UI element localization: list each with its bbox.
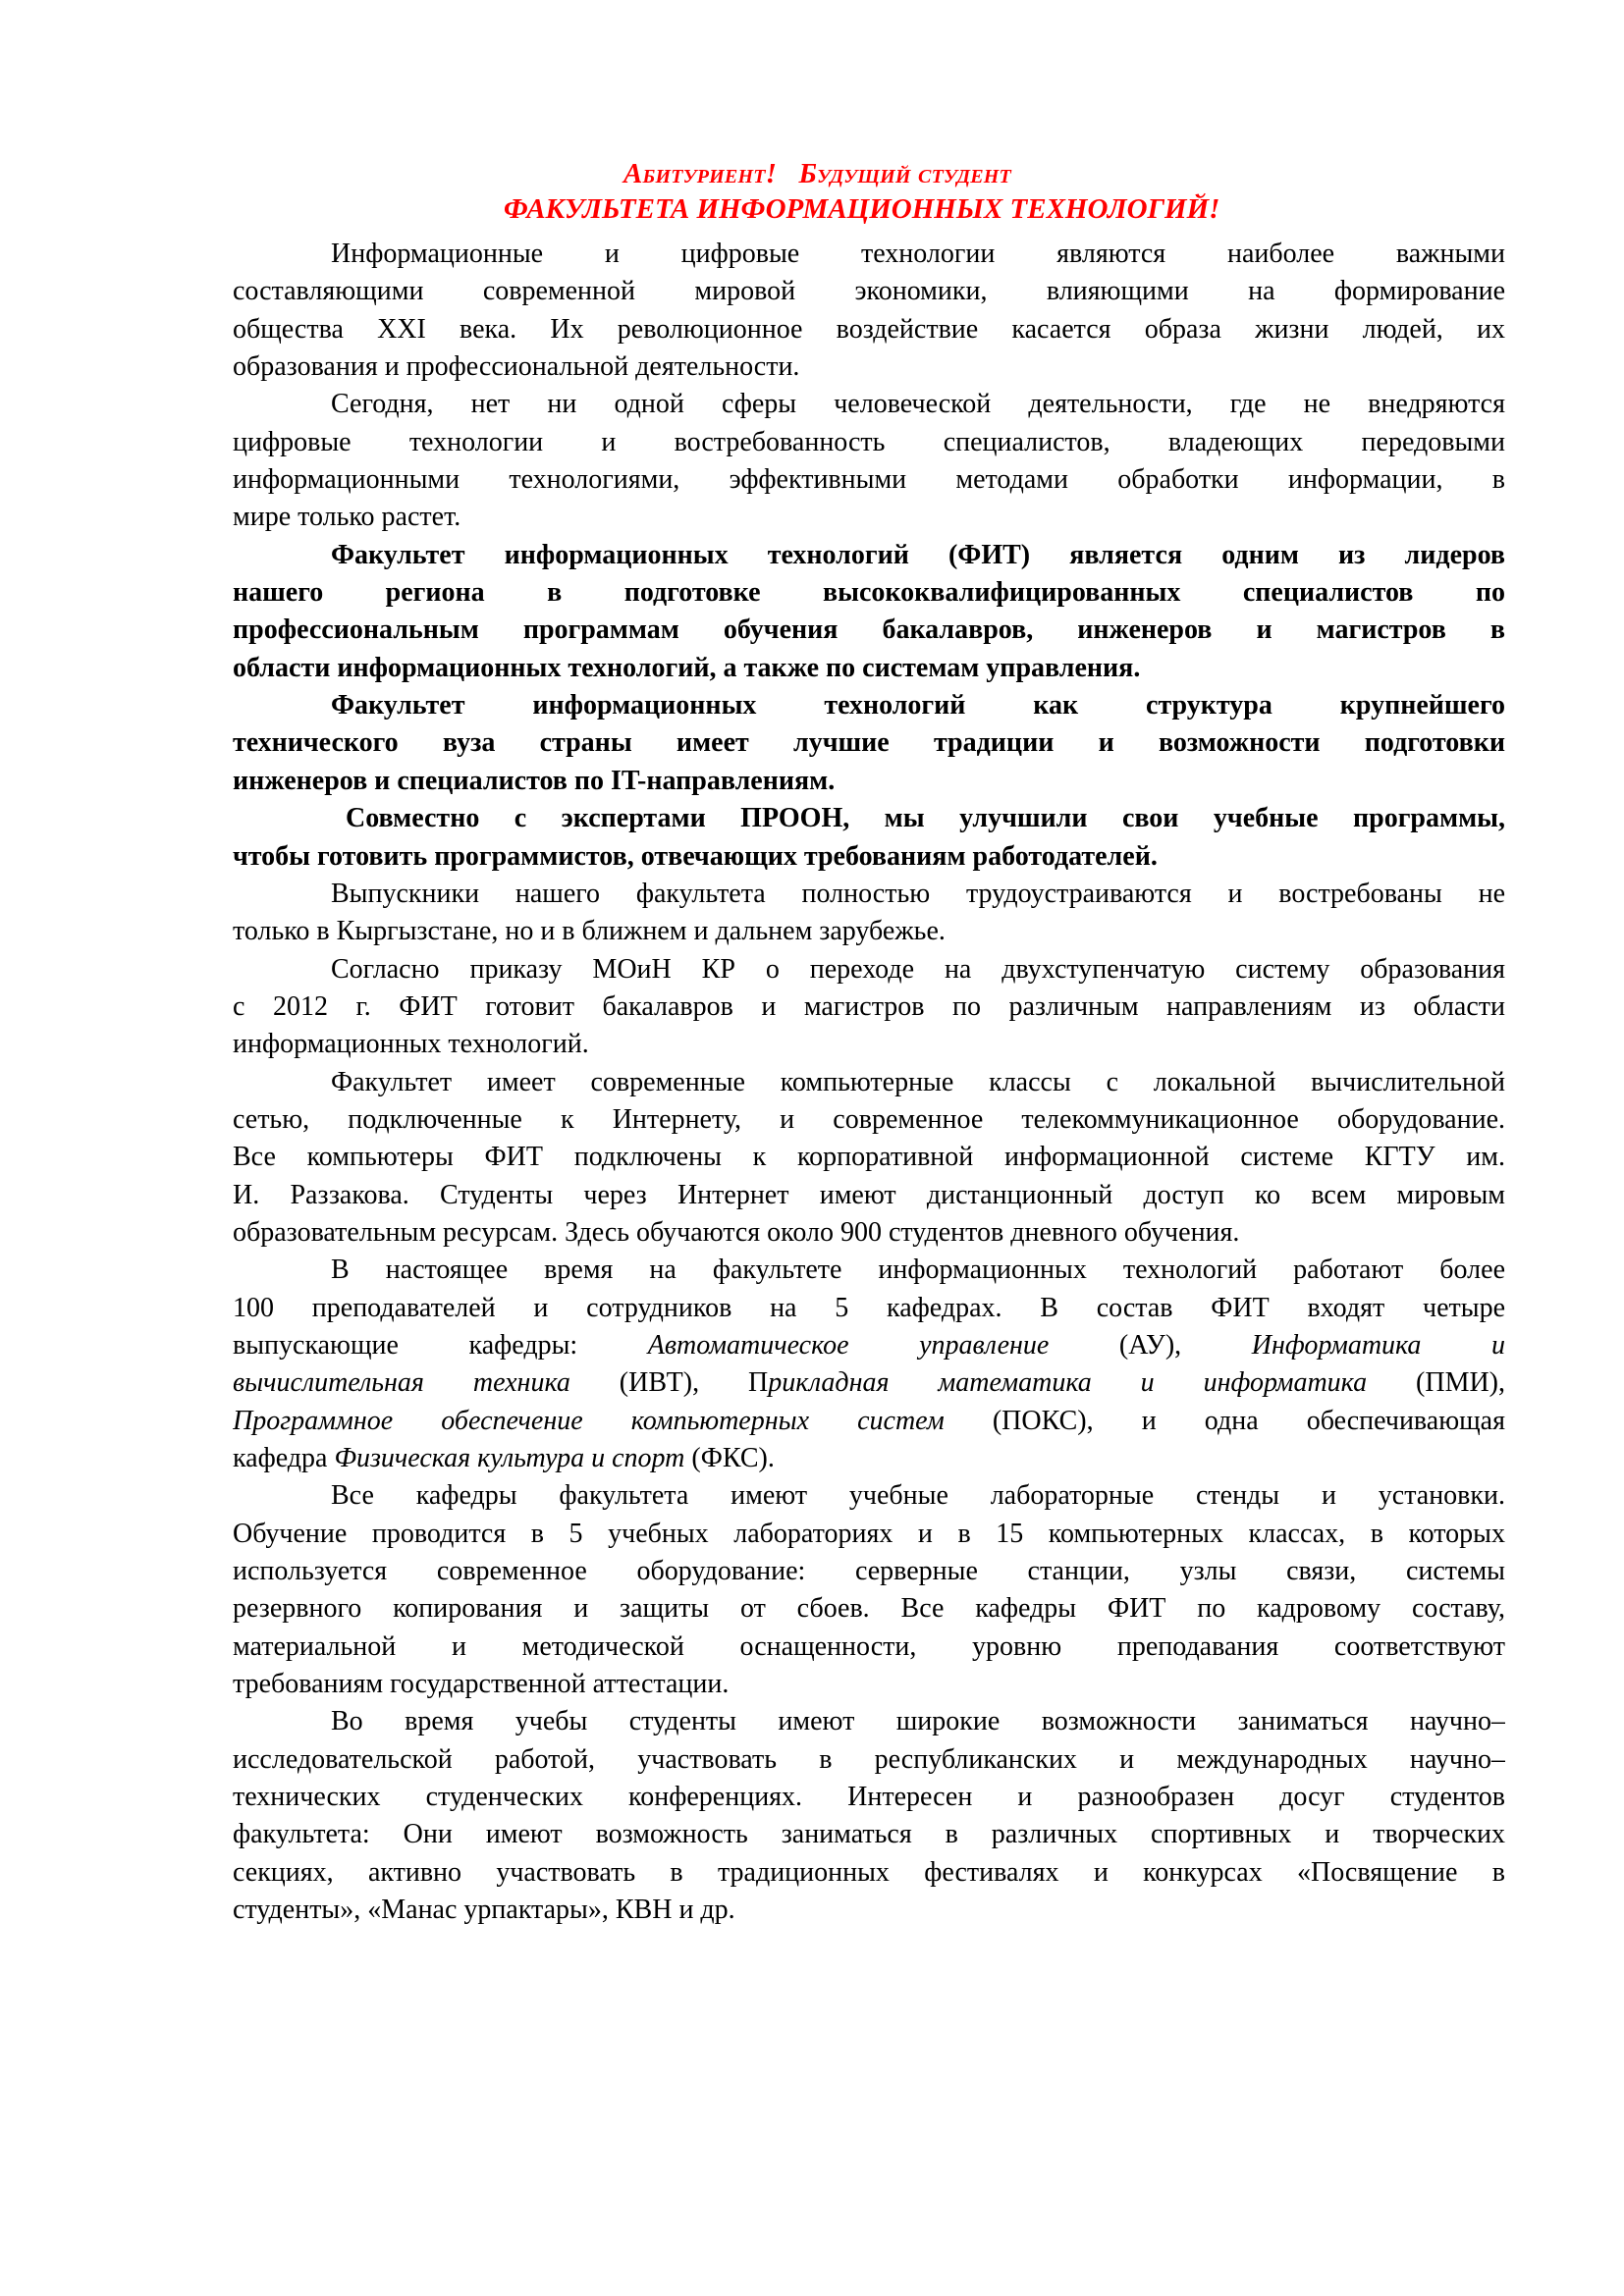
paragraph-line: Сегодня, нет ни одной сферы человеческой деятельности, где не внедряются (331, 389, 1505, 420)
paragraph-line (233, 1403, 1505, 1440)
paragraph-line: технического вуза страны имеет лучшие традиции и возможности подготовки (233, 727, 1505, 759)
paragraph (233, 876, 1505, 951)
paragraph (233, 1477, 1505, 1703)
paragraph-line: Во время учебы студенты имеют широкие возможности заниматься научно– (331, 1706, 1505, 1737)
paragraph-line: Согласно приказу МОиН КР о переходе на двухступенчатую систему образования (331, 953, 1505, 985)
paragraph-line: резервного копирования и защиты от сбоев. Все кафедры ФИТ по кадровому составу, (233, 1593, 1505, 1625)
text-segment: (ПОКС), и одна обеспечивающая (944, 1405, 1505, 1436)
italic-segment: Автоматическое управление (647, 1329, 1050, 1361)
paragraph-line: образования и профессиональной деятельности. (233, 351, 800, 383)
paragraph-line: цифровые технологии и востребованность специалистов, владеющих передовыми (233, 426, 1505, 457)
title-line-1: Абитуриент! Будущий студент (623, 158, 1011, 189)
text-segment: выпускающие кафедры: (233, 1329, 648, 1361)
paragraph-line: Факультет информационных технологий как структура крупнейшего (331, 690, 1505, 721)
paragraph-line (233, 1364, 1505, 1402)
paragraph-line: общества XXI века. Их революционное воздействие касается образа жизни людей, их (233, 313, 1505, 345)
paragraph-line: Обучение проводится в 5 учебных лабораториях и в 15 компьютерных классах, в которых (233, 1518, 1505, 1549)
paragraph-line: Выпускники нашего факультета полностью трудоустраиваются и востребованы не (331, 878, 1505, 909)
paragraph-line: образовательным ресурсам. Здесь обучаются около 900 студентов дневного обучения. (233, 1216, 1240, 1248)
paragraph (233, 236, 1505, 386)
italic-segment: Физическая культура и спорт (334, 1443, 685, 1473)
paragraph-line: составляющими современной мировой экономики, влияющими на формирование (233, 276, 1505, 307)
paragraph-line: профессиональным программам обучения бакалавров, инженеров и магистров в (233, 614, 1505, 646)
paragraph (233, 687, 1505, 800)
paragraph-line: Факультет имеет современные компьютерные классы с локальной вычислительной (331, 1066, 1505, 1097)
paragraph-line: Все компьютеры ФИТ подключены к корпоративной информационной системе КГТУ им. (233, 1142, 1505, 1173)
paragraph-line: информационными технологиями, эффективными методами обработки информации, в (233, 464, 1505, 496)
paragraph (233, 1252, 1505, 1477)
paragraph (233, 386, 1505, 536)
italic-segment: Программное обеспечение компьютерных систем (233, 1405, 945, 1436)
paragraph (233, 800, 1505, 876)
paragraph (233, 1064, 1505, 1253)
paragraph-line: сетью, подключенные к Интернету, и современное телекоммуникационное оборудование. (233, 1103, 1505, 1135)
text-segment: (ФКС). (684, 1443, 775, 1473)
paragraph-line: материальной и методической оснащенности, уровню преподавания соответствуют (233, 1630, 1505, 1662)
paragraph-line: секциях, активно участвовать в традиционных фестивалях и конкурсах «Посвящение в (233, 1856, 1505, 1888)
text-segment: (ИВТ), П (569, 1367, 769, 1399)
paragraph-line: Все кафедры факультета имеют учебные лабораторные стенды и установки. (331, 1480, 1505, 1512)
paragraph-line (233, 1440, 1505, 1477)
paragraph-line: требованиям государственной аттестации. (233, 1669, 730, 1700)
paragraph-line: Информационные и цифровые технологии являются наиболее важными (331, 239, 1505, 269)
paragraph-line: студенты», «Манас урпактары», КВН и др. (233, 1895, 735, 1926)
paragraph-line: Факультет информационных технологий (ФИТ) является одним из лидеров (331, 539, 1505, 570)
italic-segment: вычислительная техника (233, 1367, 570, 1399)
title-line-2: ФАКУЛЬТЕТА ИНФОРМАЦИОННЫХ ТЕХНОЛОГИЙ! (504, 193, 1220, 225)
paragraph-line: только в Кыргызстане, но и в ближнем и дальнем зарубежье. (233, 916, 946, 947)
paragraph-line: используется современное оборудование: серверные станции, узлы связи, системы (233, 1556, 1505, 1587)
text-segment: (ПМИ), (1367, 1367, 1505, 1399)
document-body (233, 236, 1505, 1929)
paragraph-line (233, 1290, 1505, 1327)
paragraph-line (233, 1327, 1505, 1364)
paragraph-line: Совместно с экспертами ПРООН, мы улучшили свои учебные программы, (346, 803, 1505, 834)
paragraph-line: с 2012 г. ФИТ готовит бакалавров и магистров по различным направлениям из области (233, 990, 1505, 1022)
paragraph-line: области информационных технологий, а также по системам управления. (233, 652, 1141, 683)
text-segment: 100 преподавателей и сотрудников на 5 кафедрах. В состав ФИТ входят четыре (233, 1292, 1505, 1323)
italic-segment: Информатика и (1251, 1329, 1505, 1361)
paragraph-line: мире только растет. (233, 502, 461, 533)
paragraph (233, 1703, 1505, 1929)
paragraph-line (233, 1252, 1505, 1289)
paragraph-line: технических студенческих конференциях. Интересен и разнообразен досуг студентов (233, 1782, 1505, 1813)
paragraph-line: чтобы готовить программистов, отвечающих требованиям работодателей. (233, 840, 1158, 872)
paragraph-line: информационных технологий. (233, 1029, 589, 1060)
paragraph (233, 537, 1505, 687)
paragraph (233, 951, 1505, 1064)
text-segment: (АУ), (1049, 1329, 1252, 1361)
paragraph-line: факультета: Они имеют возможность заниматься в различных спортивных и творческих (233, 1819, 1505, 1850)
text-segment: В настоящее время на факультете информационных технологий работают более (331, 1255, 1505, 1286)
paragraph-line: инженеров и специалистов по IT-направлениям. (233, 765, 836, 796)
paragraph-line: И. Раззакова. Студенты через Интернет имеют дистанционный доступ ко всем мировым (233, 1179, 1505, 1210)
italic-segment: рикладная математика и информатика (768, 1367, 1368, 1399)
text-segment: кафедра (233, 1443, 335, 1473)
paragraph-line: нашего региона в подготовке высококвалифицированных специалистов по (233, 577, 1505, 609)
paragraph-line: исследовательской работой, участвовать в республиканских и международных научно– (233, 1743, 1505, 1775)
